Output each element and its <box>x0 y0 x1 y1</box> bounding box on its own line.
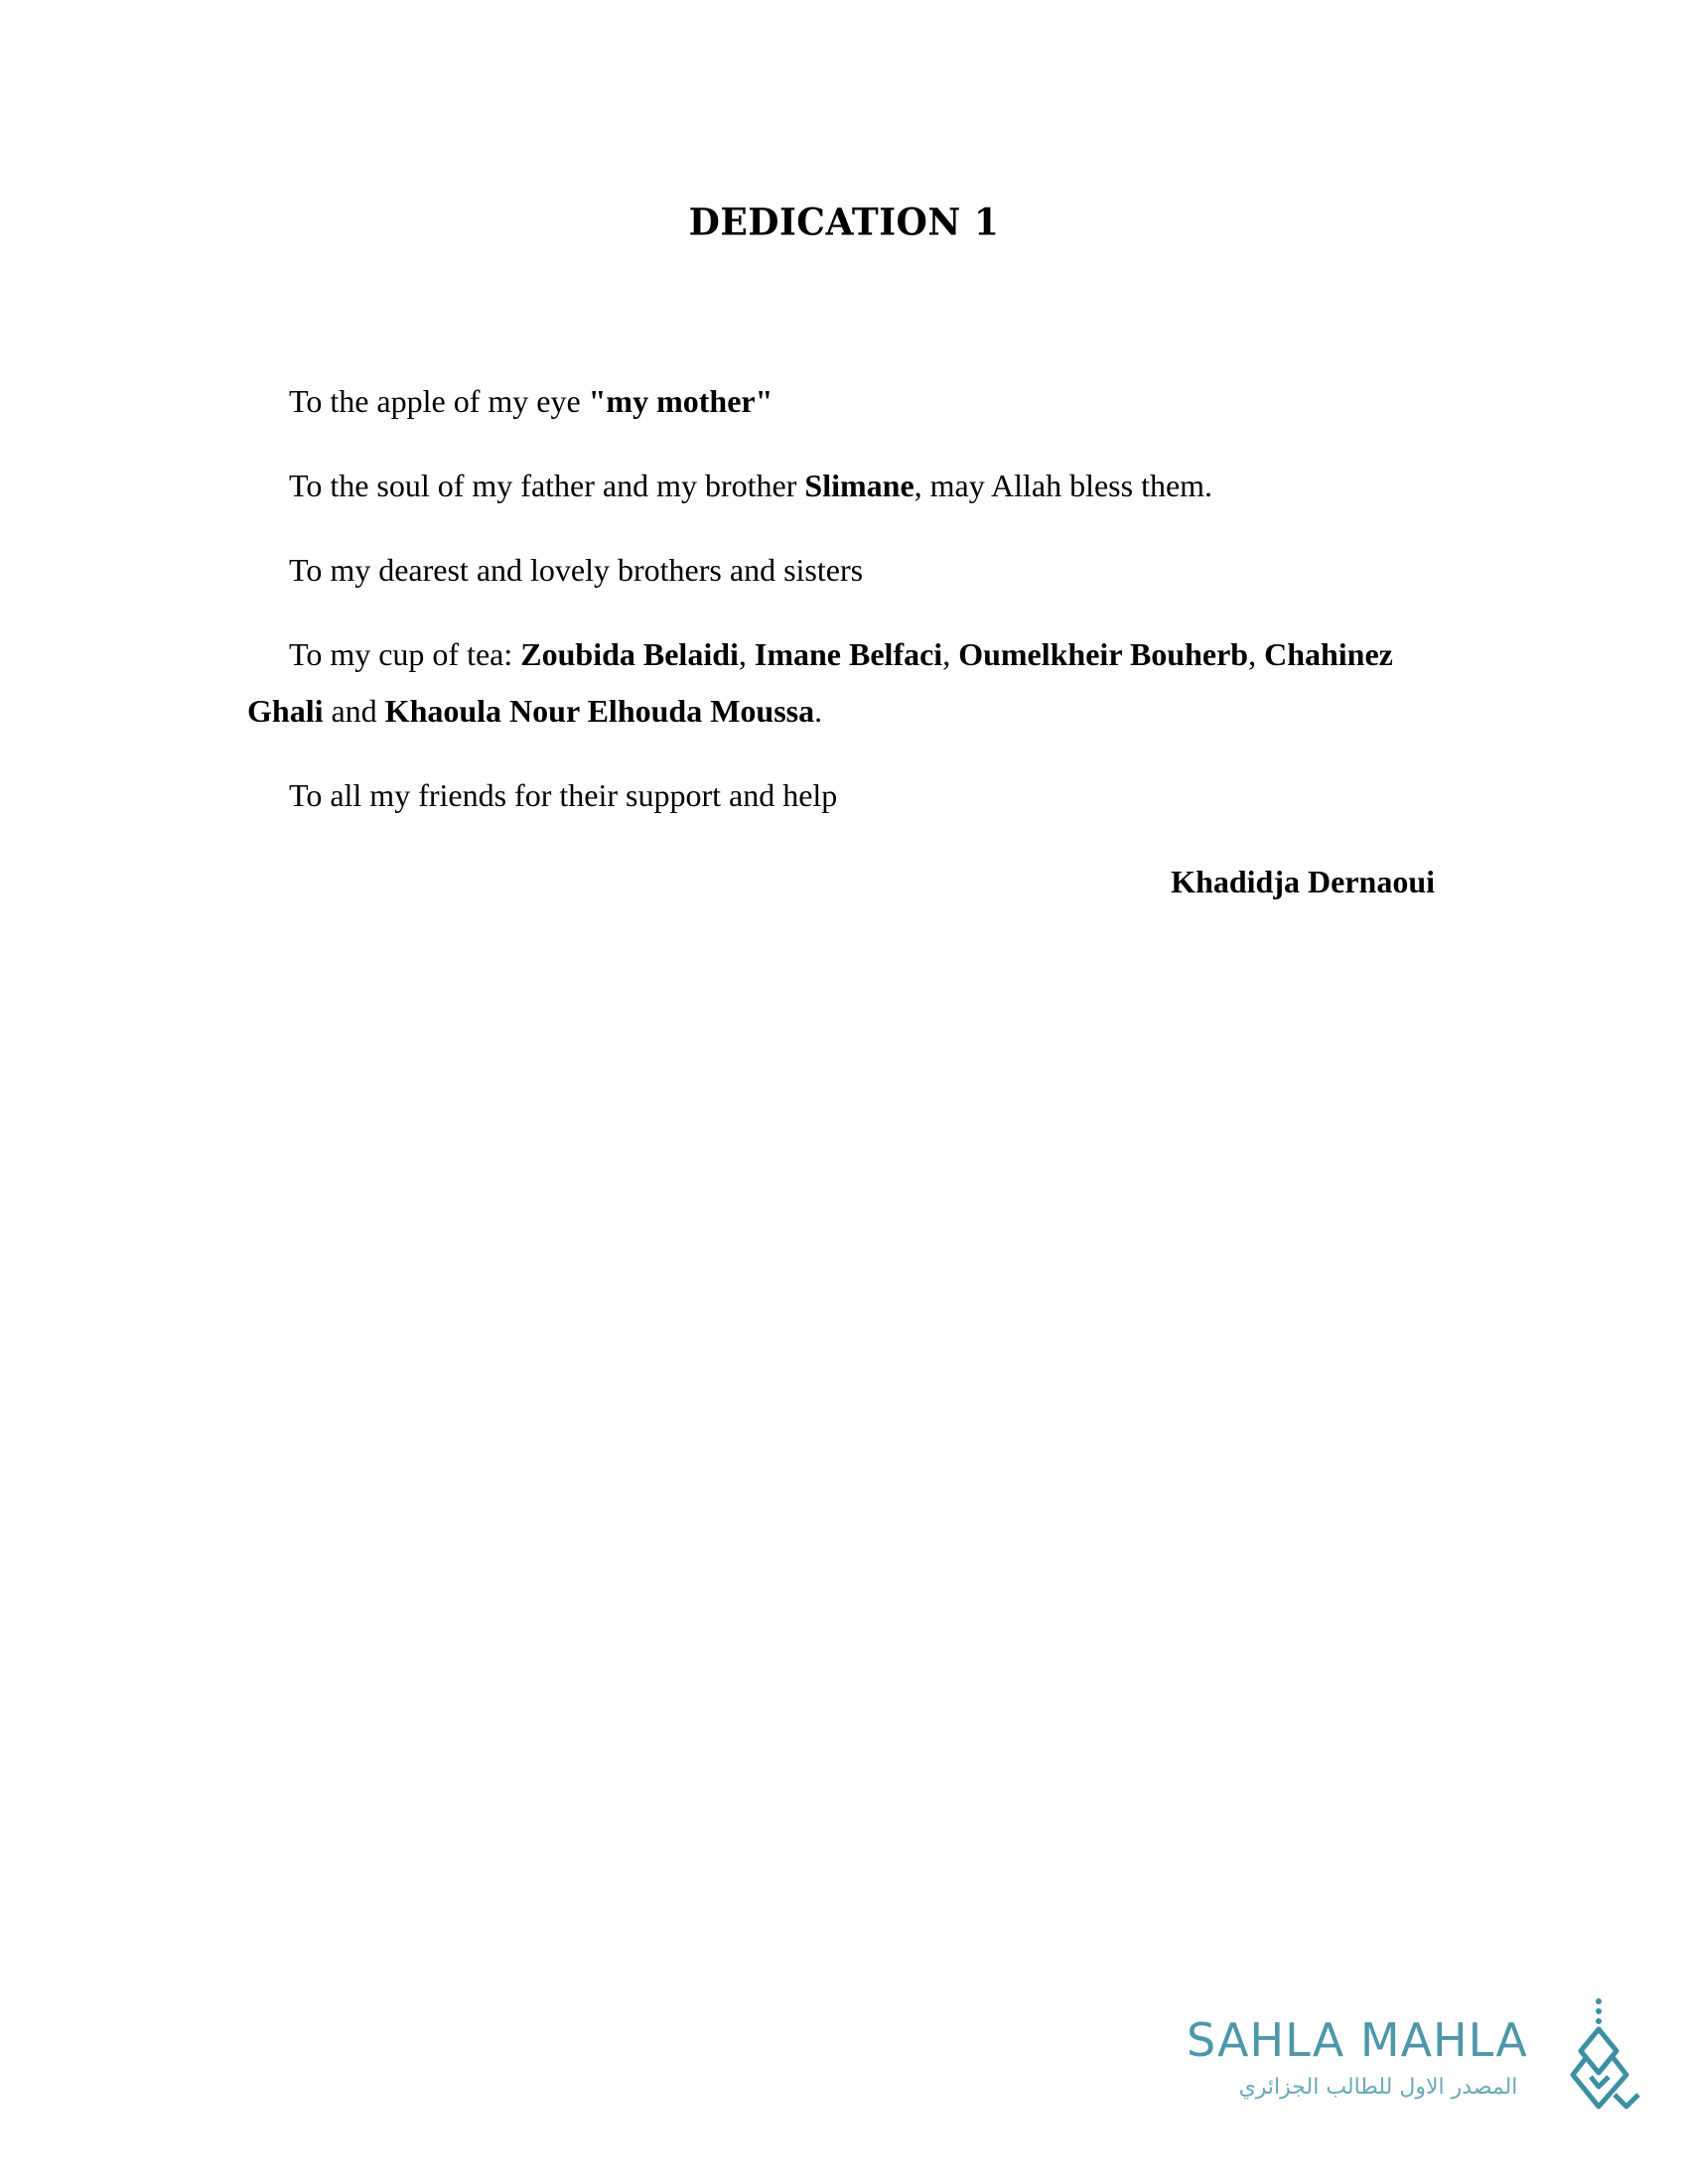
watermark-brand: SAHLA MAHLA <box>1187 2013 1528 2067</box>
dedication-paragraph <box>247 767 1439 824</box>
bold-name: Zoubida Belaidi <box>520 636 739 672</box>
text-run: . <box>814 693 823 729</box>
text-run: , may Allah bless them. <box>914 468 1213 503</box>
bold-name: Khaoula Nour Elhouda Moussa <box>384 693 815 729</box>
page-title: DEDICATION 1 <box>688 200 1000 245</box>
text-run: To the apple of my eye <box>289 383 589 419</box>
bold-name: Slimane <box>804 468 914 503</box>
watermark-tagline: المصدر الاول للطالب الجزائري <box>1238 2075 1518 2100</box>
dedication-paragraph <box>247 542 1439 599</box>
text-run: , <box>738 636 755 672</box>
bold-name: "my mother" <box>588 383 774 419</box>
dedication-paragraph <box>247 626 1439 740</box>
signature: Khadidja Dernaoui <box>1171 864 1435 899</box>
text-run: To my dearest and lovely brothers and sisters <box>289 552 864 588</box>
bold-name: Oumelkheir Bouherb <box>958 636 1249 672</box>
text-run: , <box>1248 636 1265 672</box>
text-run: and <box>323 693 385 729</box>
text-run: To the soul of my father and my brother <box>289 468 805 503</box>
dedication-body <box>247 373 1439 852</box>
dedication-paragraph <box>247 458 1439 514</box>
dedication-paragraph <box>247 373 1439 430</box>
text-run: To my cup of tea: <box>289 636 521 672</box>
sahla-mahla-emblem-icon <box>1569 1995 1643 2115</box>
bold-name: Imane Belfaci <box>754 636 943 672</box>
bold-name: Chahinez Ghali <box>247 636 1393 729</box>
text-run: , <box>942 636 959 672</box>
text-run: To all my friends for their support and help <box>289 777 838 813</box>
watermark-logo <box>1187 1995 1653 2115</box>
